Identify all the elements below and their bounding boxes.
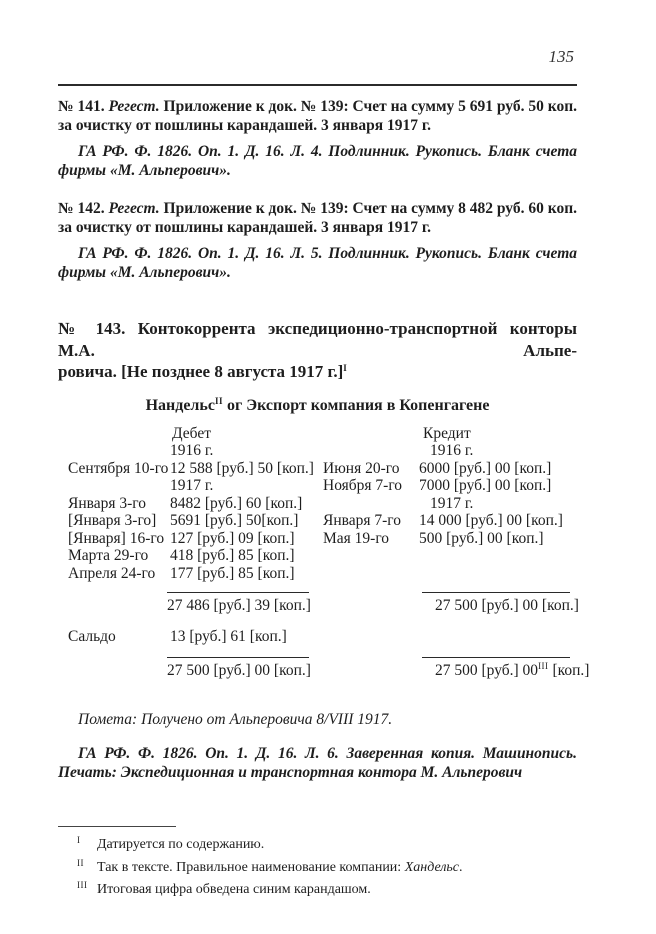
table-row [68,442,577,460]
footnote-ref-2: II [214,395,223,406]
saldo-amount: 13 [руб.] 61 [коп.] [170,627,287,645]
table-header-row [68,425,577,443]
debit-date-cell: [Января 3-го] [68,512,157,529]
archival-legend-143: ГА РФ. Ф. 1826. Оп. 1. Д. 16. Л. 6. Заверенная копия. Машинопись. Печать: Экспедиционная и транспортная контора М. Альперович [58,745,577,781]
page-header [58,48,577,67]
debit-amount-cell: 127 [руб.] 09 [коп.] [170,529,295,547]
debit-header: Дебет [172,424,211,442]
footnotes-block [58,826,577,902]
debit-amount-cell: 5691 [руб.] 50[коп.] [170,512,299,529]
genre-label: Регест. [108,98,160,115]
debit-year-label: 1917 г. [170,477,214,494]
credit-date-cell: Июня 20-го [323,459,400,477]
regest-141 [58,97,577,135]
credit-date-cell: Мая 19-го [323,529,390,547]
footnote-text: Датируется по содержанию. [97,837,265,852]
genre-label: Регест. [108,200,160,217]
debit-date-cell: Января 3-го [68,494,147,512]
doc-number: № 142. [58,200,109,217]
credit-amount-cell: 6000 [руб.] 00 [коп.] [419,459,552,477]
table-row [68,512,577,530]
credit-year-label: 1917 г. [430,494,474,512]
archival-legend-141: ГА РФ. Ф. 1826. Оп. 1. Д. 16. Л. 4. Подлинник. Рукопись. Бланк счета фирмы «М. Альперович». [58,143,577,179]
footnote-ref-3: III [538,661,549,671]
debit-amount-cell: 8482 [руб.] 60 [коп.] [170,494,303,512]
footnote-ref-1: I [343,363,348,373]
table-row [68,547,577,565]
credit-total: 27 500 [руб.] 00$^{III}$ [коп.] [422,657,570,680]
doc-143-heading [58,318,577,383]
credit-subtotal: 27 500 [руб.] 00 [коп.] [422,592,570,615]
debit-total: 27 500 [руб.] 00 [коп.] [167,657,309,680]
doc-143-heading-line2: ровича. [Не позднее 8 августа 1917 г.]$^I$ [58,362,348,381]
credit-date-cell: Января 7-го [323,512,402,529]
regest-text: Приложение к док. № 139: Счет на сумму 8 482 руб. 60 коп. за очистку от пошлины карандашей. 3 января 1917 г. [58,200,578,236]
table-row [68,530,577,548]
credit-amount-cell: 14 000 [руб.] 00 [коп.] [419,512,563,529]
footnote-item: $^{III}$ Итоговая цифра обведена синим карандашом. [77,880,371,897]
credit-date-cell: Ноября 7-го [323,477,403,494]
debit-date-cell: Марта 29-го [68,547,149,564]
debit-amount-cell: 12 588 [руб.] 50 [коп.] [170,459,314,477]
footnote-item: $^I$ Датируется по содержанию. [77,835,265,852]
debit-subtotal: 27 486 [руб.] 39 [коп.] [167,592,309,615]
nota-line: Помета: Получено от Альперовича 8/VIII 1917. [78,710,393,728]
table-row [68,460,577,478]
account-table [68,424,590,680]
table-row [68,495,577,513]
credit-amount-cell: 7000 [руб.] 00 [коп.] [419,477,552,494]
archival-legend-142: ГА РФ. Ф. 1826. Оп. 1. Д. 16. Л. 5. Подлинник. Рукопись. Бланк счета фирмы «М. Альперович». [58,245,577,281]
debit-date-cell: [Января] 16-го [68,529,165,547]
company-name-italic: Хандельс [404,859,460,875]
doc-number: № 141. [58,98,109,115]
debit-date-cell: Апреля 24-го [68,564,156,582]
debit-year-label: 1916 г. [170,442,214,459]
debit-date-cell: Сентября 10-го [68,459,169,477]
company-title: Нандельс$^{II}$ ог Экспорт компания в Копенгагене [145,395,490,414]
debit-amount-cell: 177 [руб.] 85 [коп.] [170,564,295,582]
regest-text: Приложение к док. № 139: Счет на сумму 5 691 руб. 50 коп. за очистку от пошлины карандашей. 3 января 1917 г. [58,98,578,134]
footnote-item: $^{II}$ Так в тексте. Правильное наименование компании: Хандельс. [77,857,463,875]
doc-143-heading-line1: № 143. Контокоррента экспедиционно-транспортной конторы М.А. Альпе- [58,319,577,360]
total-row [68,657,590,680]
saldo-row [68,628,577,646]
footnote-text: Так в тексте. Правильное наименование компании: Хандельс. [97,859,463,875]
header-rule [58,84,577,86]
credit-year-label: 1916 г. [430,442,474,459]
footnote-divider [58,826,176,827]
footnote-text: Итоговая цифра обведена синим карандашом. [97,882,371,897]
table-row [68,477,577,495]
credit-amount-cell: 500 [руб.] 00 [коп.] [419,529,544,547]
saldo-label: Сальдо [68,627,116,645]
subtotal-row [68,592,577,615]
credit-header: Кредит [423,424,471,442]
regest-142 [58,199,577,237]
page-number: 135 [548,47,574,66]
debit-amount-cell: 418 [руб.] 85 [коп.] [170,547,295,564]
table-row [68,565,577,583]
